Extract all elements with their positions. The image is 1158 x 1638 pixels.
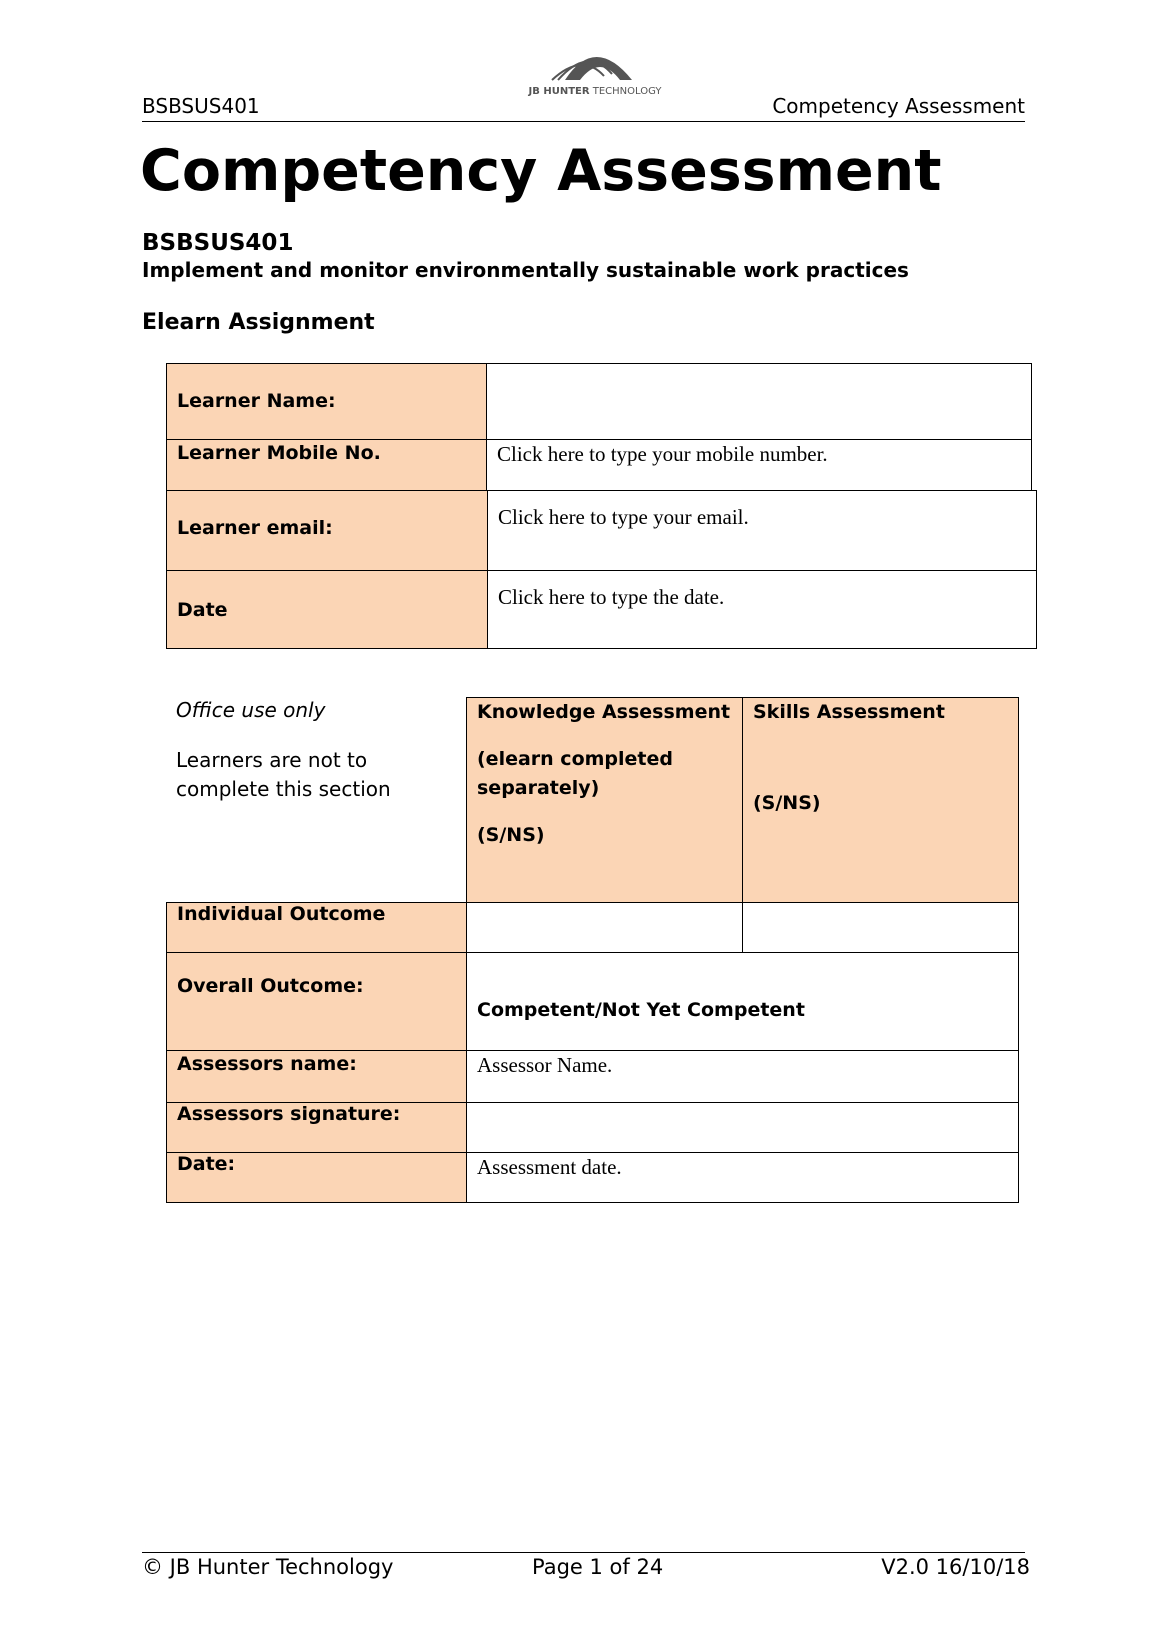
overall-outcome-field[interactable]: Competent/Not Yet Competent — [466, 952, 1019, 1051]
date-label: Date — [166, 570, 488, 649]
learner-name-field[interactable] — [486, 363, 1032, 440]
learner-email-field[interactable]: Click here to type your email. — [487, 490, 1037, 571]
header-unit-code: BSBSUS401 — [142, 94, 260, 118]
skills-assessment-header — [742, 697, 1019, 903]
footer-divider — [142, 1552, 1025, 1553]
assessor-signature-field[interactable] — [466, 1102, 1019, 1153]
knowledge-title: Knowledge Assessment — [477, 701, 731, 723]
logo-light: TECHNOLOGY — [592, 86, 662, 97]
header-doc-title: Competency Assessment — [772, 94, 1025, 118]
footer-version: V2.0 16/10/18 — [881, 1555, 1030, 1579]
logo-arch-icon — [520, 44, 670, 84]
assessment-date-label: Date: — [166, 1152, 467, 1203]
logo-bold: JB HUNTER — [528, 86, 590, 97]
learner-mobile-field[interactable]: Click here to type your mobile number. — [486, 439, 1032, 491]
assessor-name-field[interactable]: Assessor Name. — [466, 1050, 1019, 1103]
page-title: Competency Assessment — [140, 138, 942, 204]
date-field[interactable]: Click here to type the date. — [487, 570, 1037, 649]
unit-name: Implement and monitor environmentally sustainable work practices — [142, 258, 909, 282]
overall-outcome-label: Overall Outcome: — [166, 952, 467, 1051]
individual-outcome-label: Individual Outcome — [166, 902, 467, 953]
section-heading: Elearn Assignment — [142, 310, 375, 335]
skills-title: Skills Assessment — [753, 701, 945, 723]
knowledge-note: (elearn completed separately) — [477, 748, 673, 799]
learner-email-label: Learner email: — [166, 490, 488, 571]
learner-mobile-label: Learner Mobile No. — [166, 439, 487, 491]
skills-outcome-field[interactable] — [742, 902, 1019, 953]
office-use-note: Office use only — [176, 698, 326, 722]
assessor-signature-label: Assessors signature: — [166, 1102, 467, 1153]
assessor-name-label: Assessors name: — [166, 1050, 467, 1103]
skills-sns: (S/NS) — [753, 792, 821, 814]
knowledge-assessment-header — [466, 697, 743, 903]
knowledge-sns: (S/NS) — [477, 824, 545, 846]
unit-code: BSBSUS401 — [142, 230, 294, 256]
knowledge-outcome-field[interactable] — [466, 902, 743, 953]
assessment-date-field[interactable]: Assessment date. — [466, 1152, 1019, 1203]
learners-not-note: Learners are not to complete this section — [176, 748, 391, 801]
company-logo — [520, 44, 670, 96]
footer-page-number: Page 1 of 24 — [532, 1555, 664, 1579]
footer-copyright: © JB Hunter Technology — [142, 1555, 394, 1579]
learner-name-label: Learner Name: — [166, 363, 487, 440]
header-divider — [142, 121, 1025, 122]
